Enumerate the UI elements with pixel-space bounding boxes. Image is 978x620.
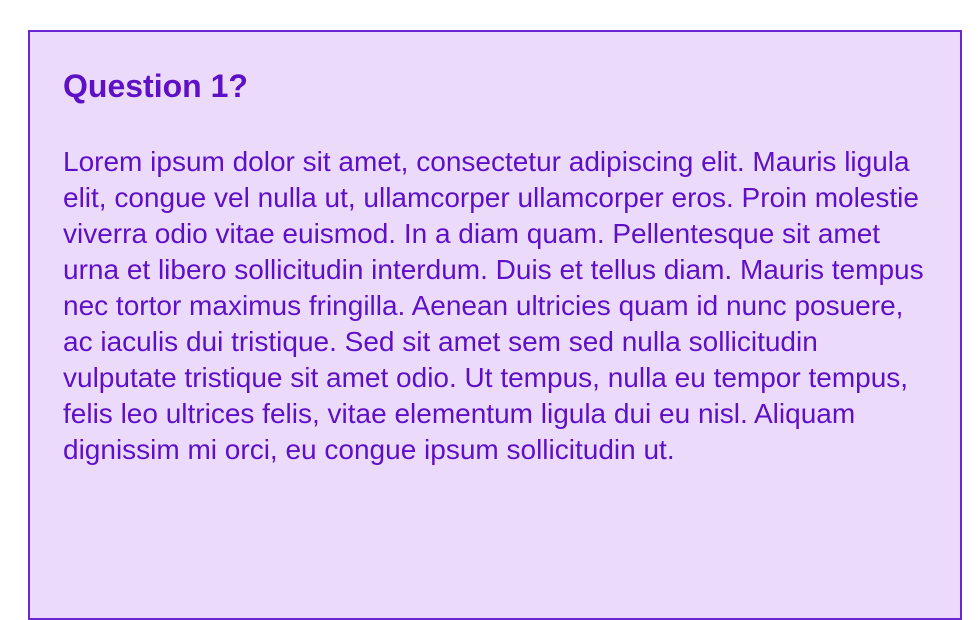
faq-card: [28, 30, 962, 620]
question-title: Question 1?: [63, 68, 248, 104]
answer-text: Lorem ipsum dolor sit amet, consectetur adipiscing elit. Mauris ligula elit, congue vel nulla ut, ullamcorper ullamcorper eros. Proin molestie viverra odio vitae euismod. In a diam quam. Pellentesque sit amet urna et libero sollicitudin interdum. Duis et tellus diam. Mauris tempus nec tortor maximus fringilla. Aenean ultricies quam id nunc posuere, ac iaculis dui tristique. Sed sit amet sem sed nulla sollicitudin vulputate tristique sit amet odio. Ut tempus, nulla eu tempor tempus, felis leo ultrices felis, vitae elementum ligula dui eu nisl. Aliquam dignissim mi orci, eu congue ipsum sollicitudin ut.: [63, 146, 924, 465]
